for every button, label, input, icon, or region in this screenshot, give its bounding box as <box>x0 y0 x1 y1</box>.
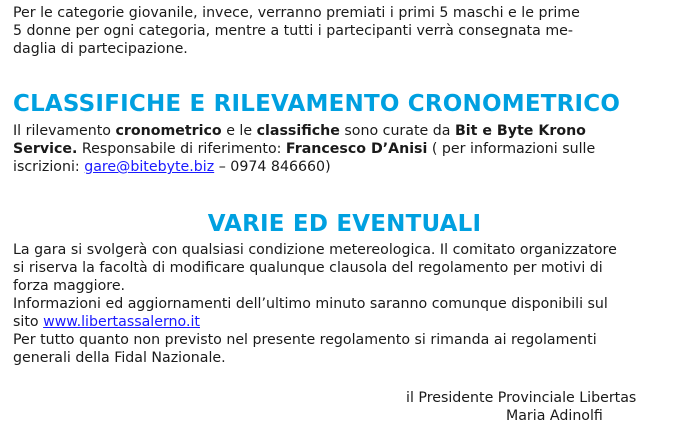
misc-line-1: La gara si svolgerà con qualsiasi condizione metereologica. Il comitato organizzatore <box>13 242 617 258</box>
misc-line-5 <box>13 313 683 331</box>
timing-bold-classifiche: classifiche <box>256 123 340 139</box>
misc-line-2: si riserva la facoltà di modificare qualunque clausola del regolamento per motivi di <box>13 260 603 276</box>
intro-line-2: 5 donne per ogni categoria, mentre a tutti i partecipanti verrà consegnata me- <box>13 23 573 39</box>
timing-text-7: – 0974 846660) <box>214 159 331 175</box>
intro-line-1: Per le categorie giovanile, invece, verranno premiati i primi 5 maschi e le prime <box>13 5 580 21</box>
timing-bold-cronometrico: cronometrico <box>115 123 222 139</box>
misc-heading: VARIE ED EVENTUALI <box>207 211 482 237</box>
timing-line-1 <box>13 122 683 140</box>
timing-line-3 <box>13 158 683 176</box>
intro-line-3: daglia di partecipazione. <box>13 41 188 57</box>
timing-text-4: Responsabile di riferimento: <box>77 141 286 157</box>
misc-line-4: Informazioni ed aggiornamenti dell’ultimo minuto saranno comunque disponibili sul <box>13 296 608 312</box>
signature-title: il Presidente Provinciale Libertas <box>406 390 637 406</box>
timing-line-2 <box>13 140 683 158</box>
timing-bold-responsible: Francesco D’Anisi <box>285 141 428 157</box>
email-link[interactable]: gare@bitebyte.biz <box>84 159 215 175</box>
timing-text-3: sono curate da <box>339 123 455 139</box>
misc-line-6: Per tutto quanto non previsto nel presente regolamento si rimanda ai regolamenti <box>13 332 597 348</box>
misc-line-3: forza maggiore. <box>13 278 126 294</box>
timing-bold-service: Service. <box>13 141 78 157</box>
misc-paragraph <box>13 241 683 367</box>
misc-line-7: generali della Fidal Nazionale. <box>13 350 226 366</box>
timing-bold-company: Bit e Byte Krono <box>454 123 586 139</box>
timing-paragraph <box>13 122 683 176</box>
intro-paragraph <box>13 4 683 58</box>
timing-text-6: iscrizioni: <box>13 159 85 175</box>
signature-name: Maria Adinolfi <box>506 408 603 424</box>
timing-text-5: ( per informazioni sulle <box>427 141 596 157</box>
timing-text-1: Il rilevamento <box>13 123 116 139</box>
timing-heading: CLASSIFICHE E RILEVAMENTO CRONOMETRICO <box>13 91 621 117</box>
site-prefix: sito <box>13 314 44 330</box>
timing-text-2: e le <box>221 123 257 139</box>
website-link[interactable]: www.libertassalerno.it <box>43 314 200 330</box>
